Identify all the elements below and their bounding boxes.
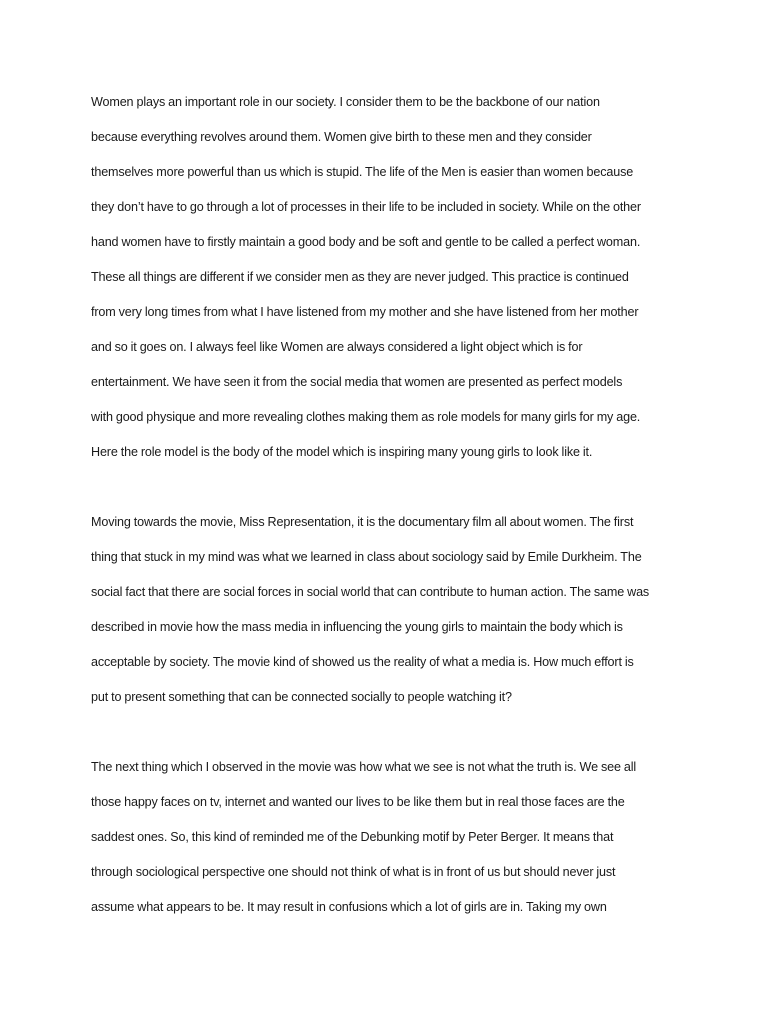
paragraph-2 bbox=[91, 510, 691, 720]
paragraph-1 bbox=[91, 90, 691, 475]
text-line: These all things are different if we consider men as they are never judged. This practice is continued bbox=[91, 270, 629, 284]
text-line: through sociological perspective one should not think of what is in front of us but should never just bbox=[91, 865, 616, 879]
text-line: because everything revolves around them. Women give birth to these men and they consider bbox=[91, 130, 592, 144]
document-body bbox=[91, 90, 691, 930]
text-line: from very long times from what I have listened from my mother and she have listened from her mother bbox=[91, 305, 639, 319]
text-line: described in movie how the mass media in influencing the young girls to maintain the body which is bbox=[91, 620, 623, 634]
text-line: with good physique and more revealing clothes making them as role models for many girls for my age. bbox=[91, 410, 641, 424]
text-line: assume what appears to be. It may result in confusions which a lot of girls are in. Taking my own bbox=[91, 900, 607, 914]
text-line: The next thing which I observed in the movie was how what we see is not what the truth is. We see all bbox=[91, 760, 637, 774]
text-line: those happy faces on tv, internet and wanted our lives to be like them but in real those faces are the bbox=[91, 795, 625, 809]
text-line: thing that stuck in my mind was what we learned in class about sociology said by Emile Durkheim. The bbox=[91, 550, 642, 564]
text-line: Women plays an important role in our society. I consider them to be the backbone of our nation bbox=[91, 95, 600, 109]
text-line: Moving towards the movie, Miss Representation, it is the documentary film all about women. The first bbox=[91, 515, 634, 529]
text-line: acceptable by society. The movie kind of showed us the reality of what a media is. How much effort is bbox=[91, 655, 634, 669]
text-line: put to present something that can be connected socially to people watching it? bbox=[91, 690, 512, 704]
text-line: entertainment. We have seen it from the social media that women are presented as perfect models bbox=[91, 375, 623, 389]
text-line: social fact that there are social forces in social world that can contribute to human action. The same was bbox=[91, 585, 650, 599]
text-line: saddest ones. So, this kind of reminded me of the Debunking motif by Peter Berger. It means that bbox=[91, 830, 614, 844]
text-line: Here the role model is the body of the model which is inspiring many young girls to look like it. bbox=[91, 445, 593, 459]
text-line: hand women have to firstly maintain a good body and be soft and gentle to be called a perfect woman. bbox=[91, 235, 641, 249]
paragraph-3 bbox=[91, 755, 691, 930]
text-line: themselves more powerful than us which is stupid. The life of the Men is easier than women because bbox=[91, 165, 634, 179]
text-line: and so it goes on. I always feel like Women are always considered a light object which is for bbox=[91, 340, 583, 354]
text-line: they don’t have to go through a lot of processes in their life to be included in society. While on the other bbox=[91, 200, 641, 214]
